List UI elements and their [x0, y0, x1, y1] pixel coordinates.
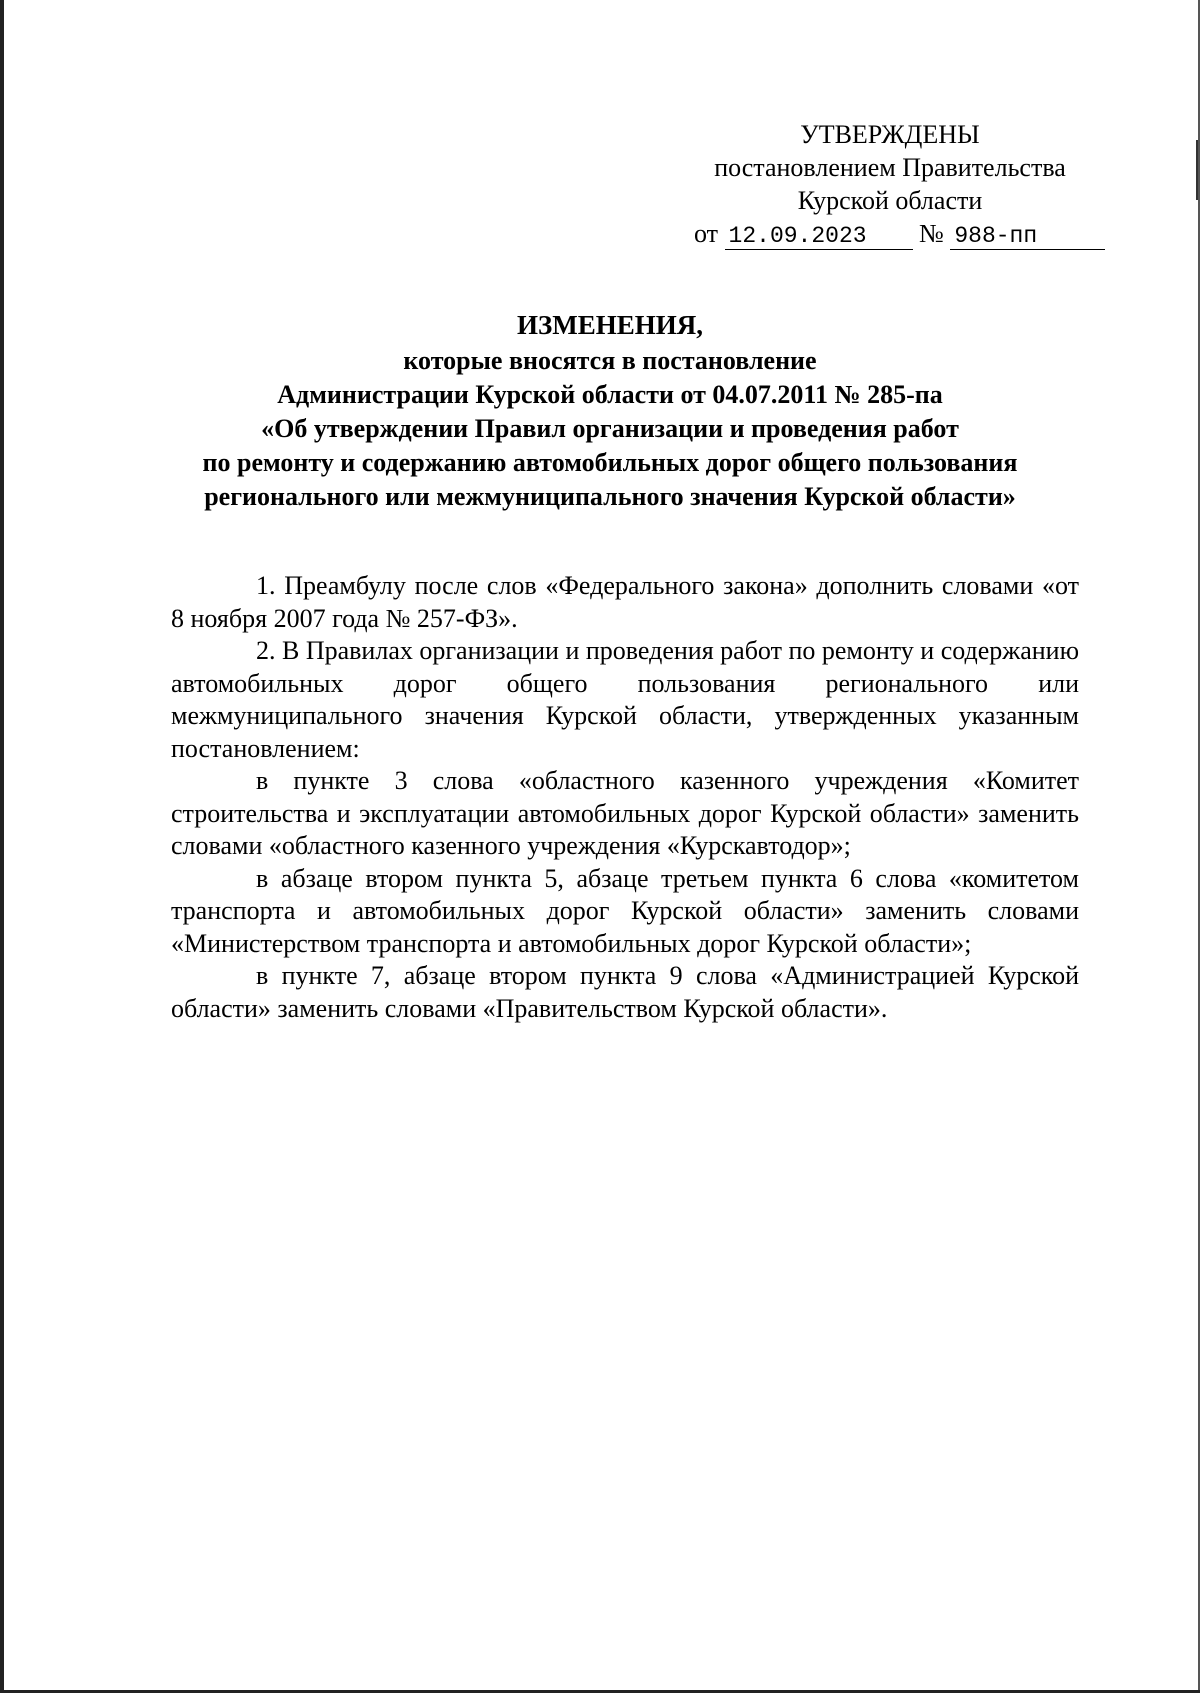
- approval-title: УТВЕРЖДЕНЫ: [800, 120, 980, 149]
- approval-line-2: Курской области: [797, 186, 983, 215]
- subtitle-line: которые вносятся в постановление: [403, 346, 817, 375]
- document-body: [171, 570, 1079, 1025]
- document-heading: ИЗМЕНЕНИЯ,: [516, 310, 703, 340]
- document-title-block: [150, 308, 1070, 514]
- subtitle-line: регионального или межмуниципального значения Курской области»: [204, 482, 1016, 511]
- scan-left-edge: [0, 0, 4, 1693]
- approval-date: 12.09.2023: [725, 223, 913, 250]
- subtitle-line: «Об утверждении Правил организации и проведения работ: [261, 414, 959, 443]
- number-label: №: [919, 219, 944, 248]
- subtitle-line: Администрации Курской области от 04.07.2011 № 285-па: [277, 380, 943, 409]
- approval-number: 988-пп: [950, 223, 1105, 250]
- paragraph: в пункте 7, абзаце втором пункта 9 слова «Администрацией Курской области» заменить словами «Правительством Курской области».: [171, 961, 1079, 1023]
- paragraph: в пункте 3 слова «областного казенного учреждения «Комитет строительства и эксплуатации автомобильных дорог Курской области» заменить словами «областного казенного учреждения «Курскавтодор»;: [171, 766, 1079, 860]
- from-label: от: [694, 219, 719, 248]
- subtitle-line: по ремонту и содержанию автомобильных дорог общего пользования: [202, 448, 1018, 477]
- paragraph: 1. Преамбулу после слов «Федерального закона» дополнить словами «от 8 ноября 2007 года № 257-ФЗ».: [171, 571, 1079, 633]
- approval-line-1: постановлением Правительства: [714, 153, 1066, 182]
- paragraph: в абзаце втором пункта 5, абзаце третьем пункта 6 слова «комитетом транспорта и автомобильных дорог Курской области» заменить словами «Министерством транспорта и автомобильных дорог Курской области»;: [171, 863, 1079, 958]
- paragraph: 2. В Правилах организации и проведения работ по ремонту и содержанию автомобильных дорог общего пользования регионального или межмуниципального значения Курской области, утвержденных указанным постановлением:: [171, 636, 1080, 763]
- approval-date-number-row: [690, 217, 1090, 250]
- approval-block: [690, 118, 1090, 250]
- scan-edge-mark: [1196, 140, 1198, 200]
